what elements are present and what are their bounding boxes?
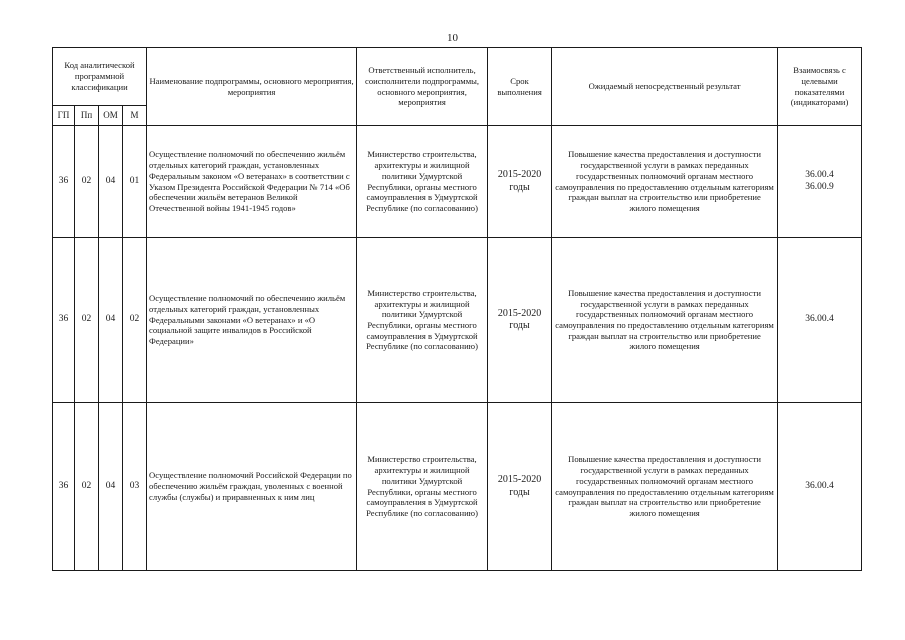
- cell-m: 02: [123, 238, 147, 403]
- header-name: Наименование подпрограммы, основного мероприятия, мероприятия: [147, 48, 357, 126]
- cell-om: 04: [99, 126, 123, 238]
- cell-term: 2015-2020 годы: [488, 403, 552, 571]
- header-pp: Пп: [75, 106, 99, 126]
- indicator-value: 36.00.4: [805, 169, 834, 180]
- table-row: [53, 403, 862, 571]
- header-result: Ожидаемый непосредственный результат: [552, 48, 778, 126]
- cell-gp: 36: [53, 238, 75, 403]
- header-executor: Ответственный исполнитель, соисполнители подпрограммы, основного мероприятия, мероприятия: [357, 48, 488, 126]
- cell-executor: Министерство строительства, архитектуры и жилищной политики Удмуртской Республики, органы местного самоуправления в Удмуртской Республике (по согласованию): [357, 238, 488, 403]
- header-gp: ГП: [53, 106, 75, 126]
- cell-pp: 02: [75, 126, 99, 238]
- program-table: [52, 47, 862, 571]
- cell-name: Осуществление полномочий по обеспечению жильём отдельных категорий граждан, установленных Федеральными законами «О ветеранах» и «О социальной защите инвалидов в Российской Федерации»: [147, 238, 357, 403]
- header-om: ОМ: [99, 106, 123, 126]
- cell-indicators: [778, 238, 862, 403]
- cell-indicators: [778, 403, 862, 571]
- cell-pp: 02: [75, 403, 99, 571]
- cell-name: Осуществление полномочий по обеспечению жильём отдельных категорий граждан, установленных Федеральным законом «О ветеранах» в соответствии с Указом Президента Российской Федерации № 714 «Об обеспечении жильём ветеранов Великой Отечественной войны 1941-1945 годов»: [147, 126, 357, 238]
- cell-name: Осуществление полномочий Российской Федерации по обеспечению жильём граждан, уволенных с военной службы (службы) и приравненных к ним лиц: [147, 403, 357, 571]
- header-term: Срок выполнения: [488, 48, 552, 126]
- header-m: М: [123, 106, 147, 126]
- cell-result: Повышение качества предоставления и доступности государственной услуги в рамках переданных государственных полномочий органам местного самоуправления по предоставлению отдельным категориям граждан выплат на строительство или приобретение жилого помещения: [552, 403, 778, 571]
- cell-executor: Министерство строительства, архитектуры и жилищной политики Удмуртской Республики, органы местного самоуправления в Удмуртской Республике (по согласованию): [357, 403, 488, 571]
- header-code-group: Код аналитической программной классификации: [53, 48, 147, 106]
- cell-gp: 36: [53, 126, 75, 238]
- cell-term: 2015-2020 годы: [488, 238, 552, 403]
- cell-pp: 02: [75, 238, 99, 403]
- cell-om: 04: [99, 238, 123, 403]
- cell-m: 01: [123, 126, 147, 238]
- cell-result: Повышение качества предоставления и доступности государственной услуги в рамках переданных государственных полномочий органам местного самоуправления по предоставлению отдельным категориям граждан выплат на строительство или приобретение жилого помещения: [552, 126, 778, 238]
- cell-indicators: [778, 126, 862, 238]
- cell-gp: 36: [53, 403, 75, 571]
- table-header-row: [53, 48, 862, 106]
- cell-result: Повышение качества предоставления и доступности государственной услуги в рамках переданных государственных полномочий органам местного самоуправления по предоставлению отдельным категориям граждан выплат на строительство или приобретение жилого помещения: [552, 238, 778, 403]
- cell-m: 03: [123, 403, 147, 571]
- cell-term: 2015-2020 годы: [488, 126, 552, 238]
- cell-om: 04: [99, 403, 123, 571]
- table-row: [53, 238, 862, 403]
- indicator-value: 36.00.4: [805, 314, 834, 325]
- table-row: [53, 126, 862, 238]
- indicator-value: 36.00.4: [805, 480, 834, 491]
- indicator-value: 36.00.9: [805, 181, 834, 192]
- header-relation: Взаимосвязь с целевыми показателями (индикаторами): [778, 48, 862, 126]
- page-number: 10: [447, 32, 458, 44]
- cell-executor: Министерство строительства, архитектуры и жилищной политики Удмуртской Республики, органы местного самоуправления в Удмуртской Республике (по согласованию): [357, 126, 488, 238]
